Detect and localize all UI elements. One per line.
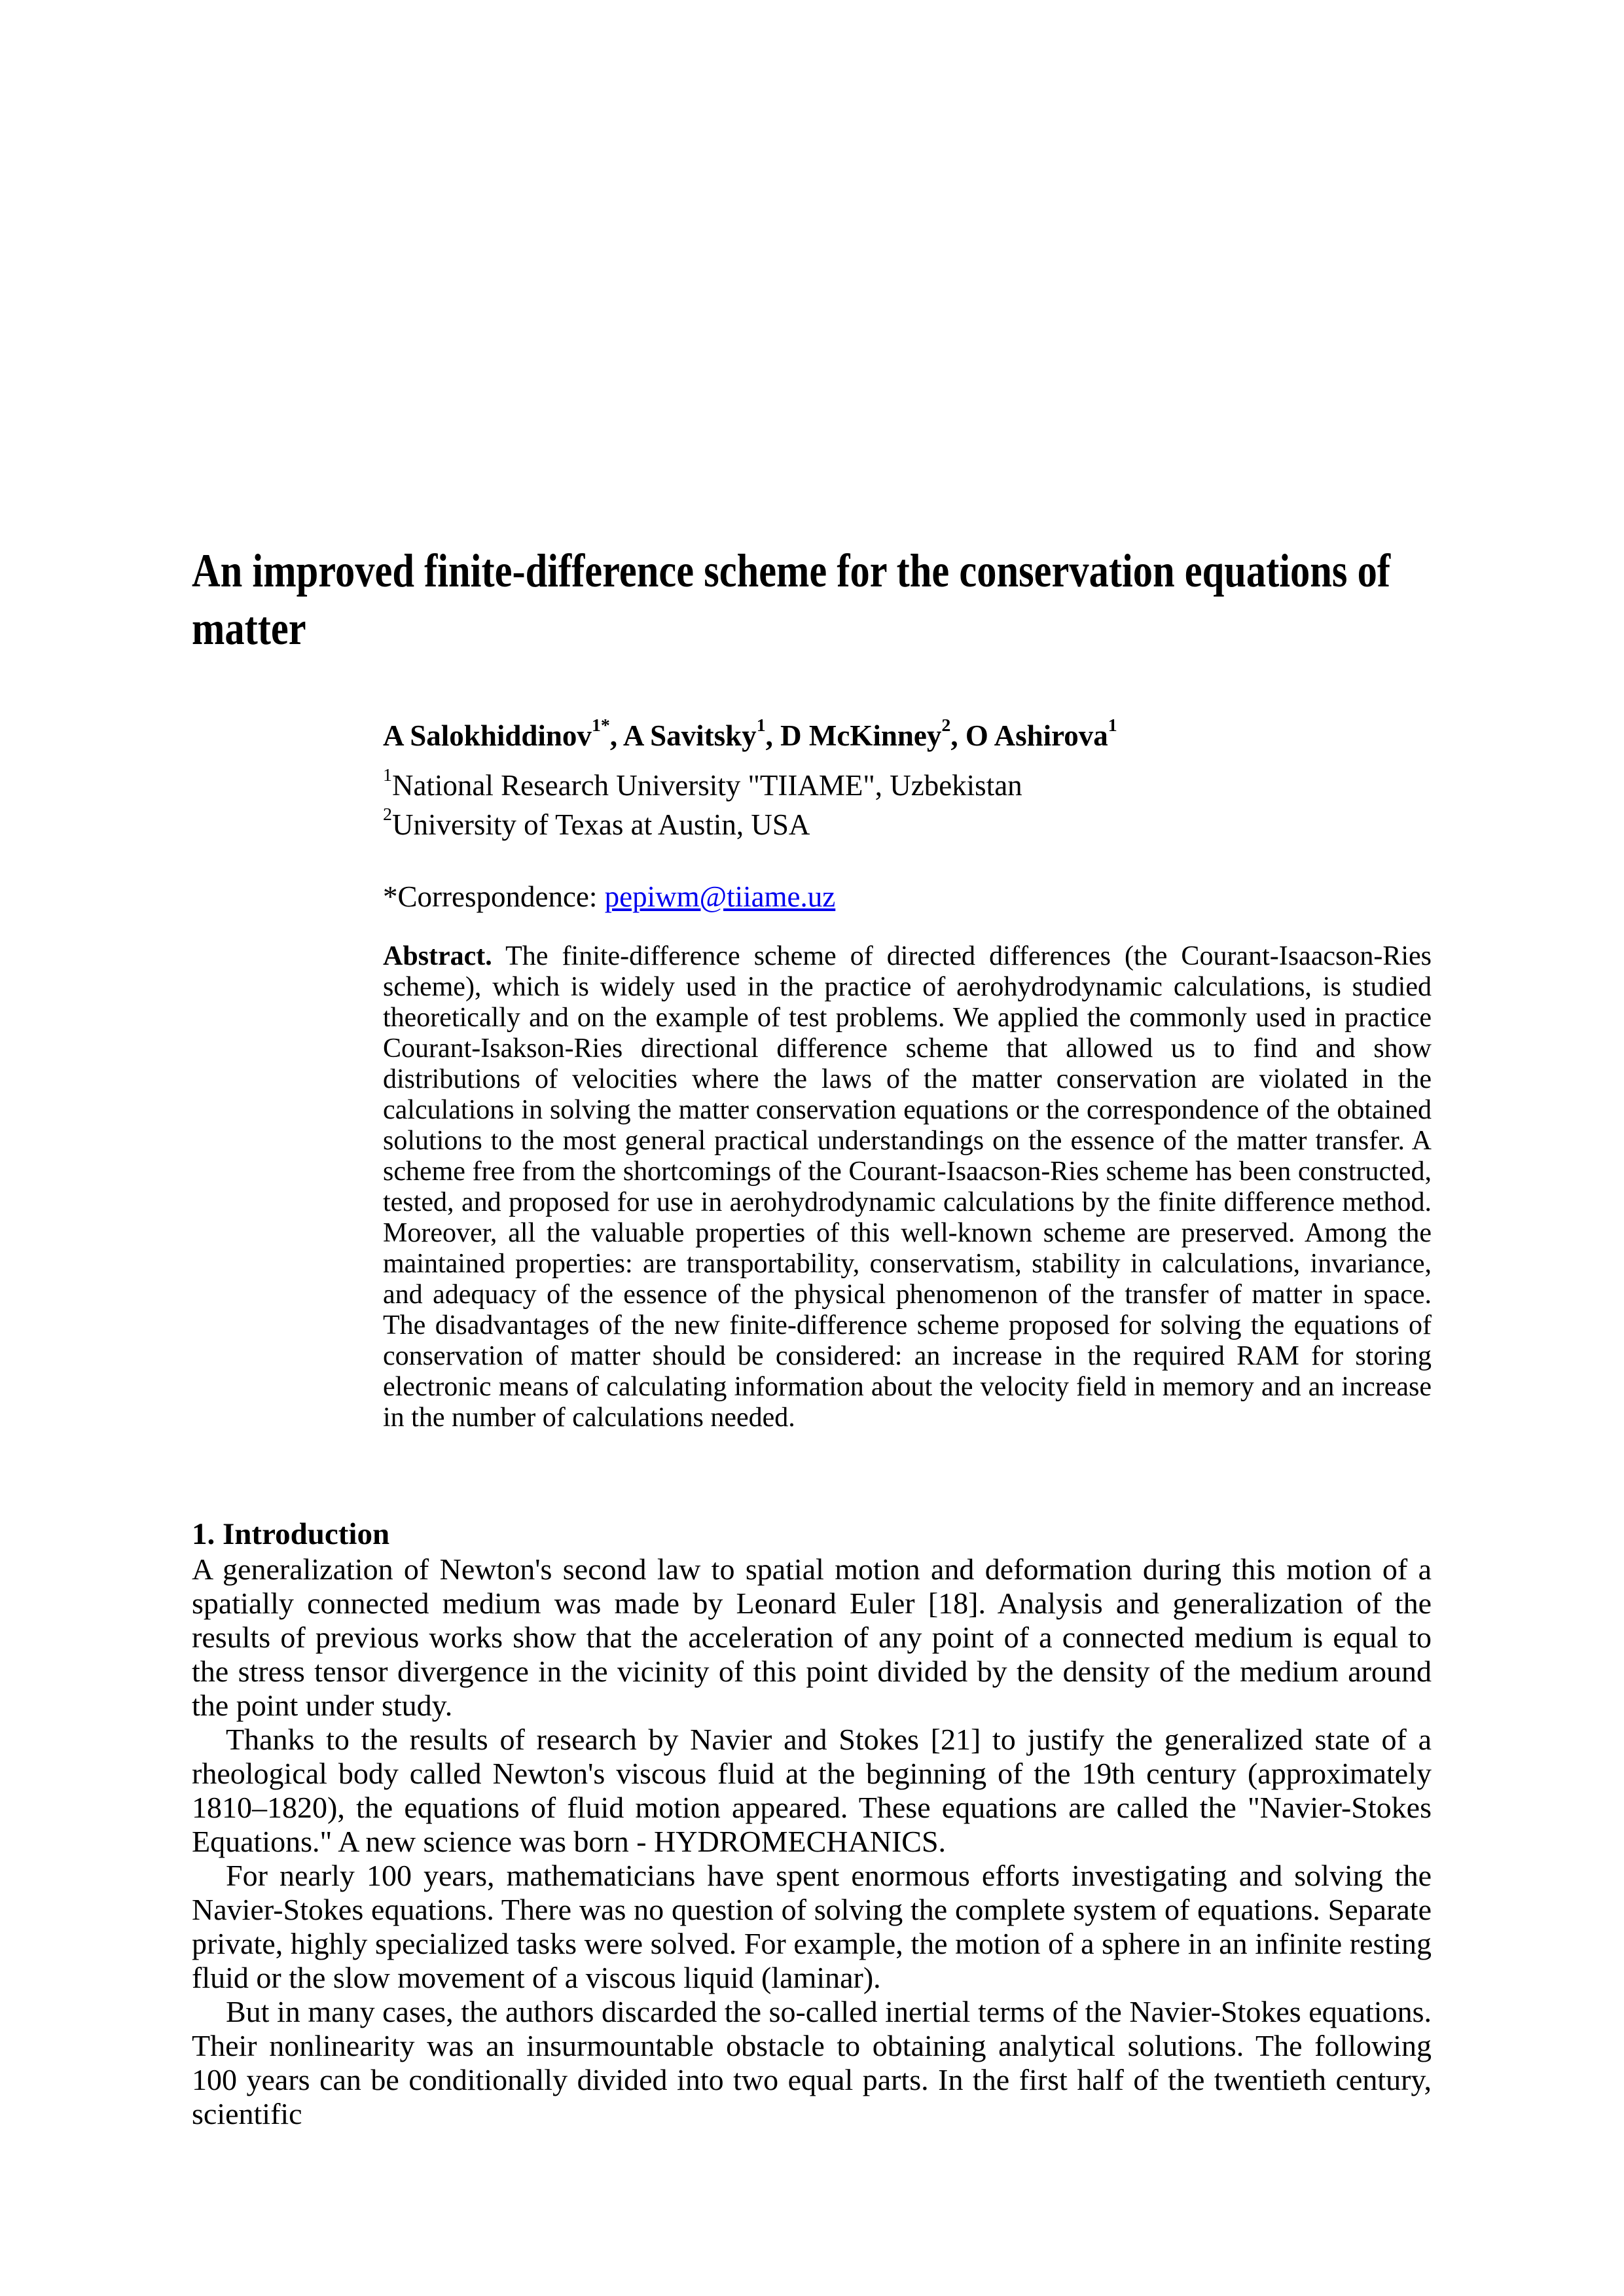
page-title: An improved finite-difference scheme for the conservation equations of matter: [192, 545, 1390, 655]
author-superscript: 1: [1108, 715, 1117, 736]
author-superscript: 2: [941, 715, 951, 736]
intro-paragraph-1: A generalization of Newton's second law to spatial motion and deformation during this motion of a spatially connected medium was made by Leonard Euler [18]. Analysis and generalization of the results of previous works show that the acceleration of any point of a connected medium is equal to the stress tensor divergence in the vicinity of this point divided by the density of the medium around the point under study.: [192, 1552, 1432, 1722]
author-separator: ,: [765, 719, 781, 752]
correspondence-line: [383, 878, 1432, 915]
author-separator: ,: [950, 719, 965, 752]
author-name: A Savitsky: [623, 719, 757, 752]
abstract-label: Abstract.: [383, 941, 492, 971]
author-superscript: 1: [756, 715, 766, 736]
section-heading-introduction: 1. Introduction: [192, 1517, 390, 1551]
intro-paragraph-2: Thanks to the results of research by Navier and Stokes [21] to justify the generalized state of a rheological body called Newton's viscous fluid at the beginning of the 19th century (approximately 1810–1820), the equations of fluid motion appeared. These equations are called the "Navier-Stokes Equations." A new science was born - HYDROMECHANICS.: [192, 1723, 1432, 1858]
authors-line: [383, 717, 1432, 754]
affiliation-line: [383, 766, 1432, 805]
abstract-paragraph: [383, 941, 1432, 1433]
abstract-text: The finite-difference scheme of directed differences (the Courant-Isaacson-Ries scheme), which is widely used in the practice of aerohydrodynamic calculations, is studied theoretically and on the example of test problems. We applied the commonly used in practice Courant-Isakson-Ries directional difference scheme that allowed us to find and show distributions of velocities where the laws of the matter conservation are violated in the calculations in solving the matter conservation equations or the correspondence of the obtained solutions to the most general practical understandings on the essence of the matter transfer. A scheme free from the shortcomings of the Courant-Isaacson-Ries scheme has been constructed, tested, and proposed for use in aerohydrodynamic calculations by the finite difference method. Moreover, all the valuable properties of this well-known scheme are preserved. Among the maintained properties: are transportability, conservatism, stability in calculations, invariance, and adequacy of the essence of the physical phenomenon of the transfer of matter in space. The disadvantages of the new finite-difference scheme proposed for solving the equations of conservation of matter should be considered: an increase in the required RAM for storing electronic means of calculating information about the velocity field in memory and an increase in the number of calculations needed.: [383, 941, 1432, 1433]
correspondence-prefix: *Correspondence:: [383, 880, 605, 913]
byline-block: [383, 717, 1432, 1433]
author-superscript: 1*: [591, 715, 610, 736]
intro-paragraph-4: But in many cases, the authors discarded the so-called inertial terms of the Navier-Stokes equations. Their nonlinearity was an insurmountable obstacle to obtaining analytical solutions. The following 100 years can be conditionally divided into two equal parts. In the first half of the twentieth century, scientific: [192, 1995, 1432, 2130]
intro-paragraph-3: For nearly 100 years, mathematicians have spent enormous efforts investigating and solving the Navier-Stokes equations. There was no question of solving the complete system of equations. Separate private, highly specialized tasks were solved. For example, the motion of a sphere in an infinite resting fluid or the slow movement of a viscous liquid (laminar).: [192, 1859, 1432, 1994]
affiliations: [383, 766, 1432, 844]
author-name: O Ashirova: [965, 719, 1108, 752]
author-name: D McKinney: [780, 719, 942, 752]
affiliation-text: National Research University "TIIAME", Uzbekistan: [391, 769, 1022, 802]
affiliation-superscript: 2: [383, 804, 392, 825]
author-name: A Salokhiddinov: [383, 719, 592, 752]
affiliation-text: University of Texas at Austin, USA: [391, 808, 810, 841]
affiliation-line: [383, 805, 1432, 844]
author-separator: ,: [609, 719, 623, 752]
affiliation-superscript: 1: [383, 765, 392, 785]
correspondence-email-link[interactable]: pepiwm@tiiame.uz: [604, 880, 836, 913]
